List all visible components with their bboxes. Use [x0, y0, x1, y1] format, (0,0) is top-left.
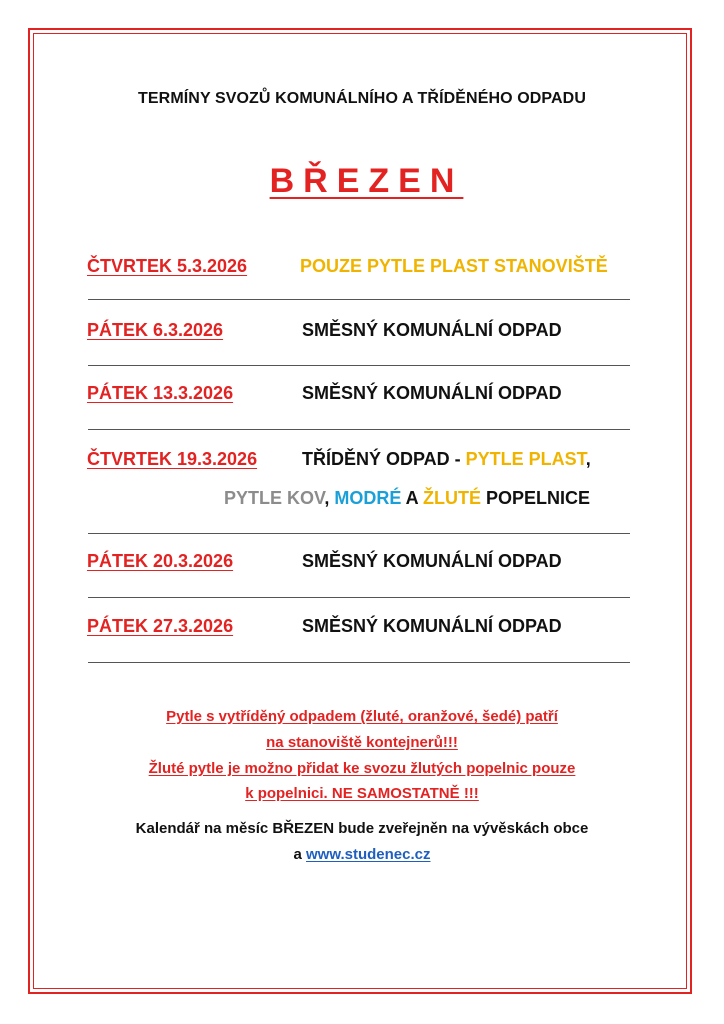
row-separator: [88, 662, 630, 663]
schedule-description: POUZE PYTLE PLAST STANOVIŠTĚ: [300, 256, 608, 276]
row-separator: [88, 597, 630, 598]
metal-bags-label: PYTLE KOV: [223, 488, 325, 508]
schedule-description: [302, 449, 591, 470]
blue-bins-label: MODRÉ: [334, 488, 402, 508]
row-separator: [88, 365, 630, 366]
month-title-wrap: [0, 162, 724, 201]
page-heading: TERMÍNY SVOZŮ KOMUNÁLNÍHO A TŘÍDĚNÉHO ODPADU: [138, 90, 586, 107]
website-link[interactable]: www.studenec.cz: [306, 846, 431, 863]
footer-text: Kalendář na měsíc BŘEZEN bude zveřejněn na vývěskách obce: [135, 820, 589, 837]
row-separator: [88, 533, 630, 534]
schedule-date: ČTVRTEK 19.3.2026: [87, 449, 258, 469]
schedule-date: ČTVRTEK 5.3.2026: [87, 256, 248, 276]
schedule-date: PÁTEK 6.3.2026: [87, 320, 224, 340]
and-connector: A: [401, 488, 424, 508]
footer-prefix: a: [293, 846, 307, 863]
row-separator: [88, 429, 630, 430]
footer-link-line: [0, 846, 724, 863]
comma-separator: ,: [585, 449, 591, 469]
schedule-description: SMĚSNÝ KOMUNÁLNÍ ODPAD: [302, 616, 562, 636]
schedule-description: SMĚSNÝ KOMUNÁLNÍ ODPAD: [302, 383, 562, 403]
notice-line: na stanoviště kontejnerů!!!: [266, 734, 458, 751]
month-title: BŘEZEN: [269, 162, 464, 200]
row-separator: [88, 299, 630, 300]
schedule-date: PÁTEK 20.3.2026: [87, 551, 234, 571]
notice-line: Žluté pytle je možno přidat ke svozu žlutých popelnic pouze: [148, 760, 576, 777]
comma-separator: ,: [324, 488, 335, 508]
schedule-row-continuation: [0, 488, 724, 509]
sorted-waste-label: TŘÍDĚNÝ ODPAD -: [302, 449, 466, 469]
notice-line: Pytle s vytříděný odpadem (žluté, oranžové, šedé) patří: [166, 708, 558, 725]
schedule-date: PÁTEK 13.3.2026: [87, 383, 234, 403]
plastic-bags-label: PYTLE PLAST: [465, 449, 586, 469]
yellow-bins-label: ŽLUTÉ: [423, 488, 482, 508]
schedule-description: SMĚSNÝ KOMUNÁLNÍ ODPAD: [302, 551, 562, 571]
schedule-description: SMĚSNÝ KOMUNÁLNÍ ODPAD: [302, 320, 562, 340]
bins-label: POPELNICE: [481, 488, 591, 508]
schedule-date: PÁTEK 27.3.2026: [87, 616, 234, 636]
notice-line: k popelnici. NE SAMOSTATNĚ !!!: [245, 785, 479, 802]
